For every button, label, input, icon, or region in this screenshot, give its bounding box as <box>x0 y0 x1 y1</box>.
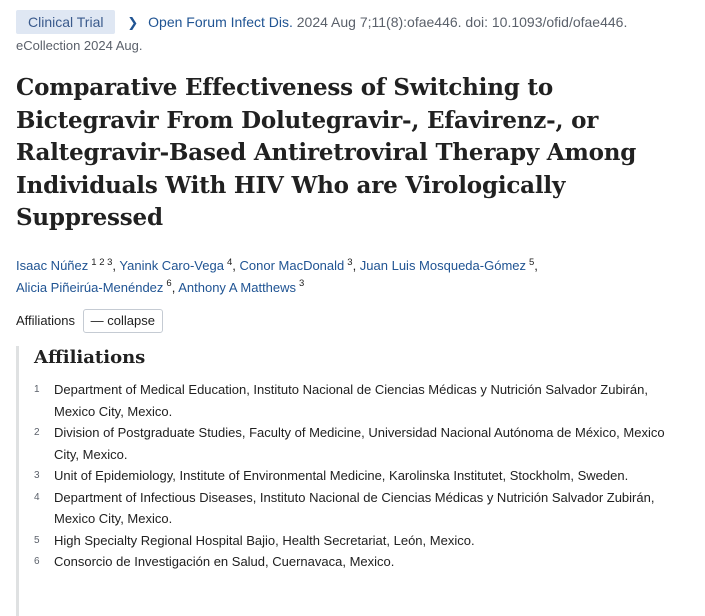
affiliation-text: Department of Medical Education, Instituto Nacional de Ciencias Médicas y Nutrición Salvador Zubirán, Mexico City, Mexico. <box>54 382 648 419</box>
affiliation-number: 5 <box>34 534 40 546</box>
affiliations-label: Affiliations <box>16 313 76 328</box>
affiliation-item <box>34 551 684 573</box>
author-list: Isaac Núñez $^{1 2 3}$, Yanink Caro-Vega $^4$, Conor MacDonald $^3$, Juan Luis Mosqueda-Gómez $^5$, Alicia Piñeirúa-Menéndez $^6$, Anthony A Matthews $^3$ <box>16 256 538 295</box>
affiliation-text: Unit of Epidemiology, Institute of Environmental Medicine, Karolinska Institutet, Stockholm, Sweden. <box>54 468 629 483</box>
author-link[interactable]: Yanink Caro-Vega <box>119 258 224 273</box>
affiliation-item <box>34 530 684 552</box>
ecollection-date: eCollection 2024 Aug. <box>16 38 143 53</box>
affiliation-text: Consorcio de Investigación en Salud, Cuernavaca, Mexico. <box>54 554 395 569</box>
affiliation-item <box>34 379 684 422</box>
author-affiliation-refs[interactable]: 6 <box>166 278 172 290</box>
affiliation-number: 1 <box>34 384 40 395</box>
author-link[interactable]: Isaac Núñez <box>16 258 89 273</box>
author-link[interactable]: Juan Luis Mosqueda-Gómez <box>359 258 526 273</box>
affiliation-item <box>34 487 684 530</box>
article-title: Comparative Effectiveness of Switching to Bictegravir From Dolutegravir-, Efavirenz-, or Raltegravir-Based Antiretroviral Therapy Among Individuals With HIV Who are Virologically Suppressed <box>16 74 637 231</box>
author-link[interactable]: Anthony A Matthews <box>178 279 297 295</box>
journal-link[interactable]: Open Forum Infect Dis. <box>148 14 293 30</box>
author-affiliation-refs[interactable]: 3 <box>347 256 353 268</box>
affiliation-text: High Specialty Regional Hospital Bajio, Health Secretariat, León, Mexico. <box>54 532 475 548</box>
author-link[interactable]: Alicia Piñeirúa-Menéndez <box>16 279 164 295</box>
citation-row <box>16 10 696 34</box>
affiliation-number: 2 <box>34 427 40 438</box>
affiliation-item <box>34 465 684 487</box>
chevron-right-icon: ❯ <box>127 15 139 30</box>
publication-type-badge[interactable]: Clinical Trial <box>16 10 115 34</box>
affiliation-text: Department of Infectious Diseases, Instituto Nacional de Ciencias Médicas y Nutrición Salvador Zubirán, Mexico City, Mexico. <box>54 489 655 526</box>
affiliation-item <box>34 422 684 465</box>
affiliations-heading: Affiliations <box>34 347 146 368</box>
author-affiliation-refs[interactable]: 5 <box>529 256 535 268</box>
affiliation-text: Division of Postgraduate Studies, Faculty of Medicine, Universidad Nacional Autónoma de México, Mexico City, Mexico. <box>54 425 665 462</box>
affiliation-number: 4 <box>34 491 40 503</box>
affiliations-toggle-row <box>16 309 163 333</box>
affiliation-number: 6 <box>34 556 40 567</box>
affiliations-list <box>34 379 684 573</box>
collapse-affiliations-button[interactable]: — collapse <box>83 309 163 333</box>
citation-details: 2024 Aug 7;11(8):ofae446. doi: 10.1093/ofid/ofae446. <box>296 14 628 30</box>
affiliations-panel <box>16 346 699 616</box>
author-link[interactable]: Conor MacDonald <box>239 258 345 273</box>
author-affiliation-refs[interactable]: 1 2 3 <box>91 256 113 268</box>
affiliation-number: 3 <box>34 470 40 481</box>
author-affiliation-refs[interactable]: 3 <box>299 278 305 290</box>
author-affiliation-refs[interactable]: 4 <box>226 256 233 268</box>
